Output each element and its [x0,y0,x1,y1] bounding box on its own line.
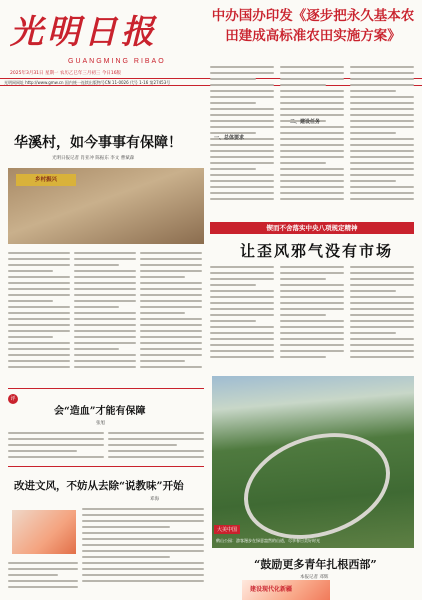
newspaper-logo: 光明日报 [10,12,158,51]
story4-body-col2 [280,262,344,372]
story5-headline[interactable]: “鼓励更多青年扎根西部” [254,558,377,571]
story1-body-col2 [74,248,136,382]
section-subhead-2: 二、建设任务 [290,119,321,125]
lead-body-col2 [280,62,344,218]
story4-headline[interactable]: 让歪风邪气没有市场 [240,242,394,260]
publication-info: 光明网网址 http://www.gmw.cn 国内统一连续出版物号CN 11-0026 代号 1-16 第27453号 [0,78,422,86]
story1-photo-tag: 乡村振兴 [16,174,76,186]
story4-body-col3 [350,262,414,372]
beautiful-china-label: 大美中国 [214,525,240,534]
lead-body-col3 [350,62,414,218]
story4-body-col1 [210,262,274,372]
divider-story3 [8,466,204,467]
story5-illustration-text: 建设现代化新疆 [250,586,293,593]
story2-body-col1 [8,428,104,466]
story2-headline[interactable]: 会“造血”才能有保障 [54,406,146,417]
scenery-photo [212,376,414,548]
story5-byline: 本报记者 邓辉 [300,575,329,580]
divider-story2 [8,388,204,389]
story4-banner: 锲而不舍落实中央八项规定精神 [210,222,414,234]
story5-illustration [242,580,330,600]
story2-body-col2 [108,428,204,466]
commentary-mark-icon: 评 [8,394,18,404]
story1-photo [8,168,204,244]
story3-body-col1 [82,504,204,594]
winding-road-shape [230,415,404,556]
story2-author: 张旭 [96,421,105,426]
story1-body-col1 [8,248,70,382]
story1-body-col3 [140,248,202,382]
issue-dateline: 2025年3月31日 星期一 农历乙巳年三月初三 今日16版 [10,71,122,76]
masthead [6,4,202,108]
lead-headline[interactable]: 中办国办印发《逐步把永久基本农田建成高标准农田实施方案》 [211,8,415,44]
photo-caption: 鹤山公园：游客漫步在绿意盎然的山道，尽享春日美好时光 [216,538,320,543]
section-subhead-1: 一、总体要求 [214,135,245,141]
story3-illustration [12,510,76,554]
newspaper-logo-english: GUANGMING RIBAO [68,58,166,65]
story1-headline[interactable]: 华溪村，如今事事有保障！ [14,135,182,151]
story3-headline[interactable]: 改进文风，不妨从去除“说教味”开始 [14,480,184,492]
story3-body-col2 [8,558,78,594]
story1-byline: 光明日报记者 肖亚冲 陈振东 李文 曹斌森 [52,156,135,161]
story3-author: 邓海 [150,497,159,502]
